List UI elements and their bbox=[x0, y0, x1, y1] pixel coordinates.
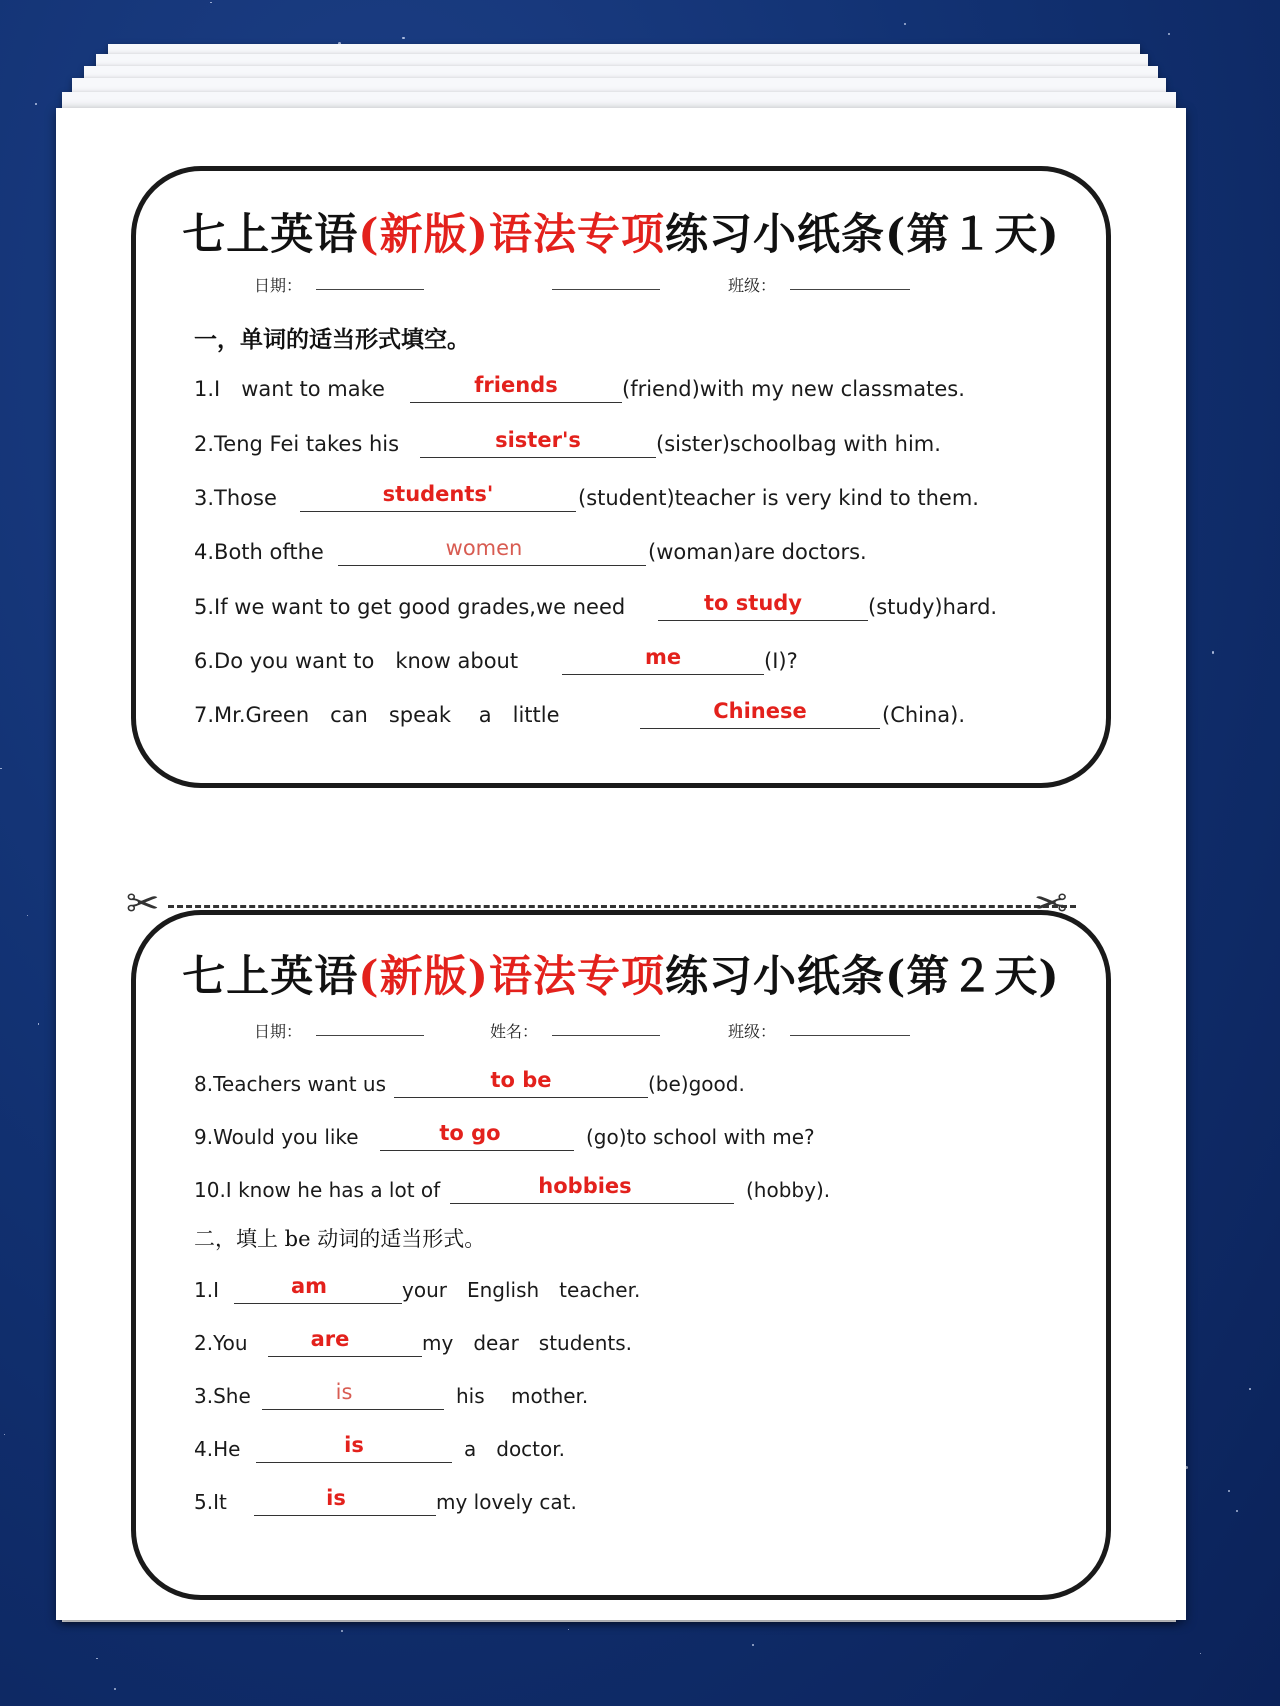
question-suffix: my dear students. bbox=[422, 1331, 633, 1355]
star-dot bbox=[4, 1434, 5, 1435]
question-suffix: (sister)schoolbag with him. bbox=[656, 432, 941, 456]
question-suffix: (student)teacher is very kind to them. bbox=[578, 486, 979, 510]
answer-text: sister's bbox=[495, 428, 581, 452]
star-dot bbox=[38, 1023, 40, 1025]
star-dot bbox=[0, 768, 2, 770]
answer-text: am bbox=[290, 1274, 328, 1298]
class-blank[interactable] bbox=[790, 289, 910, 290]
star-dot bbox=[904, 23, 906, 25]
answer-blank[interactable] bbox=[450, 1203, 734, 1204]
answer-text: to be bbox=[490, 1068, 552, 1092]
answer-blank[interactable] bbox=[410, 402, 622, 403]
question-prefix: 1.I bbox=[194, 1278, 219, 1302]
question-suffix: (woman)are doctors. bbox=[648, 540, 867, 564]
star-dot bbox=[1168, 33, 1170, 35]
answer-blank[interactable] bbox=[658, 620, 868, 621]
class-label: 班级： bbox=[728, 276, 777, 295]
question-suffix: (China). bbox=[882, 703, 966, 727]
answer-text: me bbox=[644, 645, 682, 669]
cut-line bbox=[168, 905, 1076, 908]
question-prefix: 9.Would you like bbox=[194, 1125, 359, 1149]
question-prefix: 5.It bbox=[194, 1490, 227, 1514]
answer-blank[interactable] bbox=[394, 1097, 648, 1098]
section-heading: 二，填上 be 动词的适当形式。 bbox=[194, 1227, 486, 1251]
title-part: 七上英语 bbox=[182, 952, 359, 1002]
answer-text: friends bbox=[474, 373, 558, 397]
answer-blank[interactable] bbox=[254, 1515, 436, 1516]
question-prefix: 1.I want to make bbox=[194, 377, 385, 401]
star-dot bbox=[114, 1688, 116, 1690]
question-prefix: 2.You bbox=[194, 1331, 248, 1355]
class-field bbox=[728, 1019, 776, 1042]
question-suffix: my lovely cat. bbox=[436, 1490, 577, 1514]
answer-text: to go bbox=[439, 1121, 501, 1145]
question-suffix: (I)? bbox=[764, 649, 798, 673]
card-title bbox=[136, 943, 1106, 1004]
answer-text: is bbox=[344, 1433, 364, 1457]
practice-card-day-1 bbox=[131, 166, 1111, 788]
star-dot bbox=[341, 1630, 344, 1633]
answer-blank[interactable] bbox=[562, 674, 764, 675]
star-dot bbox=[752, 1644, 755, 1647]
question-suffix: (go)to school with me? bbox=[586, 1125, 815, 1149]
question-suffix: (friend)with my new classmates. bbox=[622, 377, 965, 401]
date-field bbox=[254, 273, 302, 296]
answer-text: to study bbox=[704, 591, 802, 615]
answer-text: is bbox=[335, 1380, 353, 1404]
question-prefix: 4.He bbox=[194, 1437, 241, 1461]
section-heading: 一，单词的适当形式填空。 bbox=[194, 326, 470, 353]
date-field bbox=[254, 1019, 302, 1042]
star-dot bbox=[1200, 1653, 1201, 1654]
practice-card-day-2 bbox=[131, 910, 1111, 1600]
answer-text: students' bbox=[382, 482, 494, 506]
answer-text: hobbies bbox=[538, 1174, 632, 1198]
name-label: 姓名： bbox=[490, 1022, 539, 1041]
answer-text: women bbox=[445, 536, 523, 560]
name-blank[interactable] bbox=[552, 289, 660, 290]
name-blank[interactable] bbox=[552, 1035, 660, 1036]
answer-blank[interactable] bbox=[268, 1356, 422, 1357]
question-prefix: 3.She bbox=[194, 1384, 251, 1408]
answer-text: is bbox=[326, 1486, 346, 1510]
class-label: 班级： bbox=[728, 1022, 777, 1041]
scissors-icon: ✂ bbox=[126, 881, 160, 927]
date-label: 日期： bbox=[254, 1022, 303, 1041]
star-dot bbox=[568, 1629, 569, 1630]
question-prefix: 8.Teachers want us bbox=[194, 1072, 387, 1096]
answer-blank[interactable] bbox=[420, 457, 656, 458]
star-dot bbox=[1212, 651, 1215, 654]
star-dot bbox=[402, 37, 404, 39]
scissors-icon: ✂ bbox=[1034, 881, 1068, 927]
star-dot bbox=[35, 103, 37, 105]
question-suffix: your English teacher. bbox=[402, 1278, 641, 1302]
answer-blank[interactable] bbox=[338, 565, 646, 566]
star-dot bbox=[96, 1658, 98, 1660]
title-part: 练习小纸条(第１天) bbox=[665, 210, 1060, 260]
question-suffix: (hobby). bbox=[746, 1178, 831, 1202]
date-blank[interactable] bbox=[316, 289, 424, 290]
date-label: 日期： bbox=[254, 276, 303, 295]
title-highlight: (新版)语法专项 bbox=[358, 952, 665, 1002]
question-suffix: a doctor. bbox=[464, 1437, 566, 1461]
answer-text: are bbox=[310, 1327, 350, 1351]
question-suffix: (be)good. bbox=[648, 1072, 745, 1096]
question-prefix: 6.Do you want to know about bbox=[194, 649, 519, 673]
class-blank[interactable] bbox=[790, 1035, 910, 1036]
question-prefix: 4.Both ofthe bbox=[194, 540, 324, 564]
question-prefix: 2.Teng Fei takes his bbox=[194, 432, 400, 456]
answer-text: Chinese bbox=[713, 699, 807, 723]
star-dot bbox=[1236, 1510, 1238, 1512]
answer-blank[interactable] bbox=[300, 511, 576, 512]
question-prefix: 3.Those bbox=[194, 486, 277, 510]
question-prefix: 5.If we want to get good grades,we need bbox=[194, 595, 626, 619]
question-suffix: his mother. bbox=[456, 1384, 589, 1408]
star-dot bbox=[1249, 1388, 1251, 1390]
title-part: 练习小纸条(第２天) bbox=[665, 952, 1060, 1002]
answer-blank[interactable] bbox=[262, 1409, 444, 1410]
title-part: 七上英语 bbox=[182, 210, 359, 260]
answer-blank[interactable] bbox=[380, 1150, 574, 1151]
card-title bbox=[136, 201, 1106, 262]
title-highlight: (新版)语法专项 bbox=[358, 210, 665, 260]
answer-blank[interactable] bbox=[256, 1462, 452, 1463]
answer-blank[interactable] bbox=[234, 1303, 402, 1304]
question-prefix: 7.Mr.Green can speak a little bbox=[194, 703, 560, 727]
question-suffix: (study)hard. bbox=[868, 595, 998, 619]
star-dot bbox=[1228, 1490, 1230, 1492]
answer-blank[interactable] bbox=[640, 728, 880, 729]
star-dot bbox=[210, 2, 211, 3]
question-prefix: 10.I know he has a lot of bbox=[194, 1178, 441, 1202]
class-field bbox=[728, 273, 776, 296]
name-field bbox=[490, 1019, 538, 1042]
star-dot bbox=[27, 915, 28, 916]
date-blank[interactable] bbox=[316, 1035, 424, 1036]
worksheet-page bbox=[56, 108, 1186, 1620]
